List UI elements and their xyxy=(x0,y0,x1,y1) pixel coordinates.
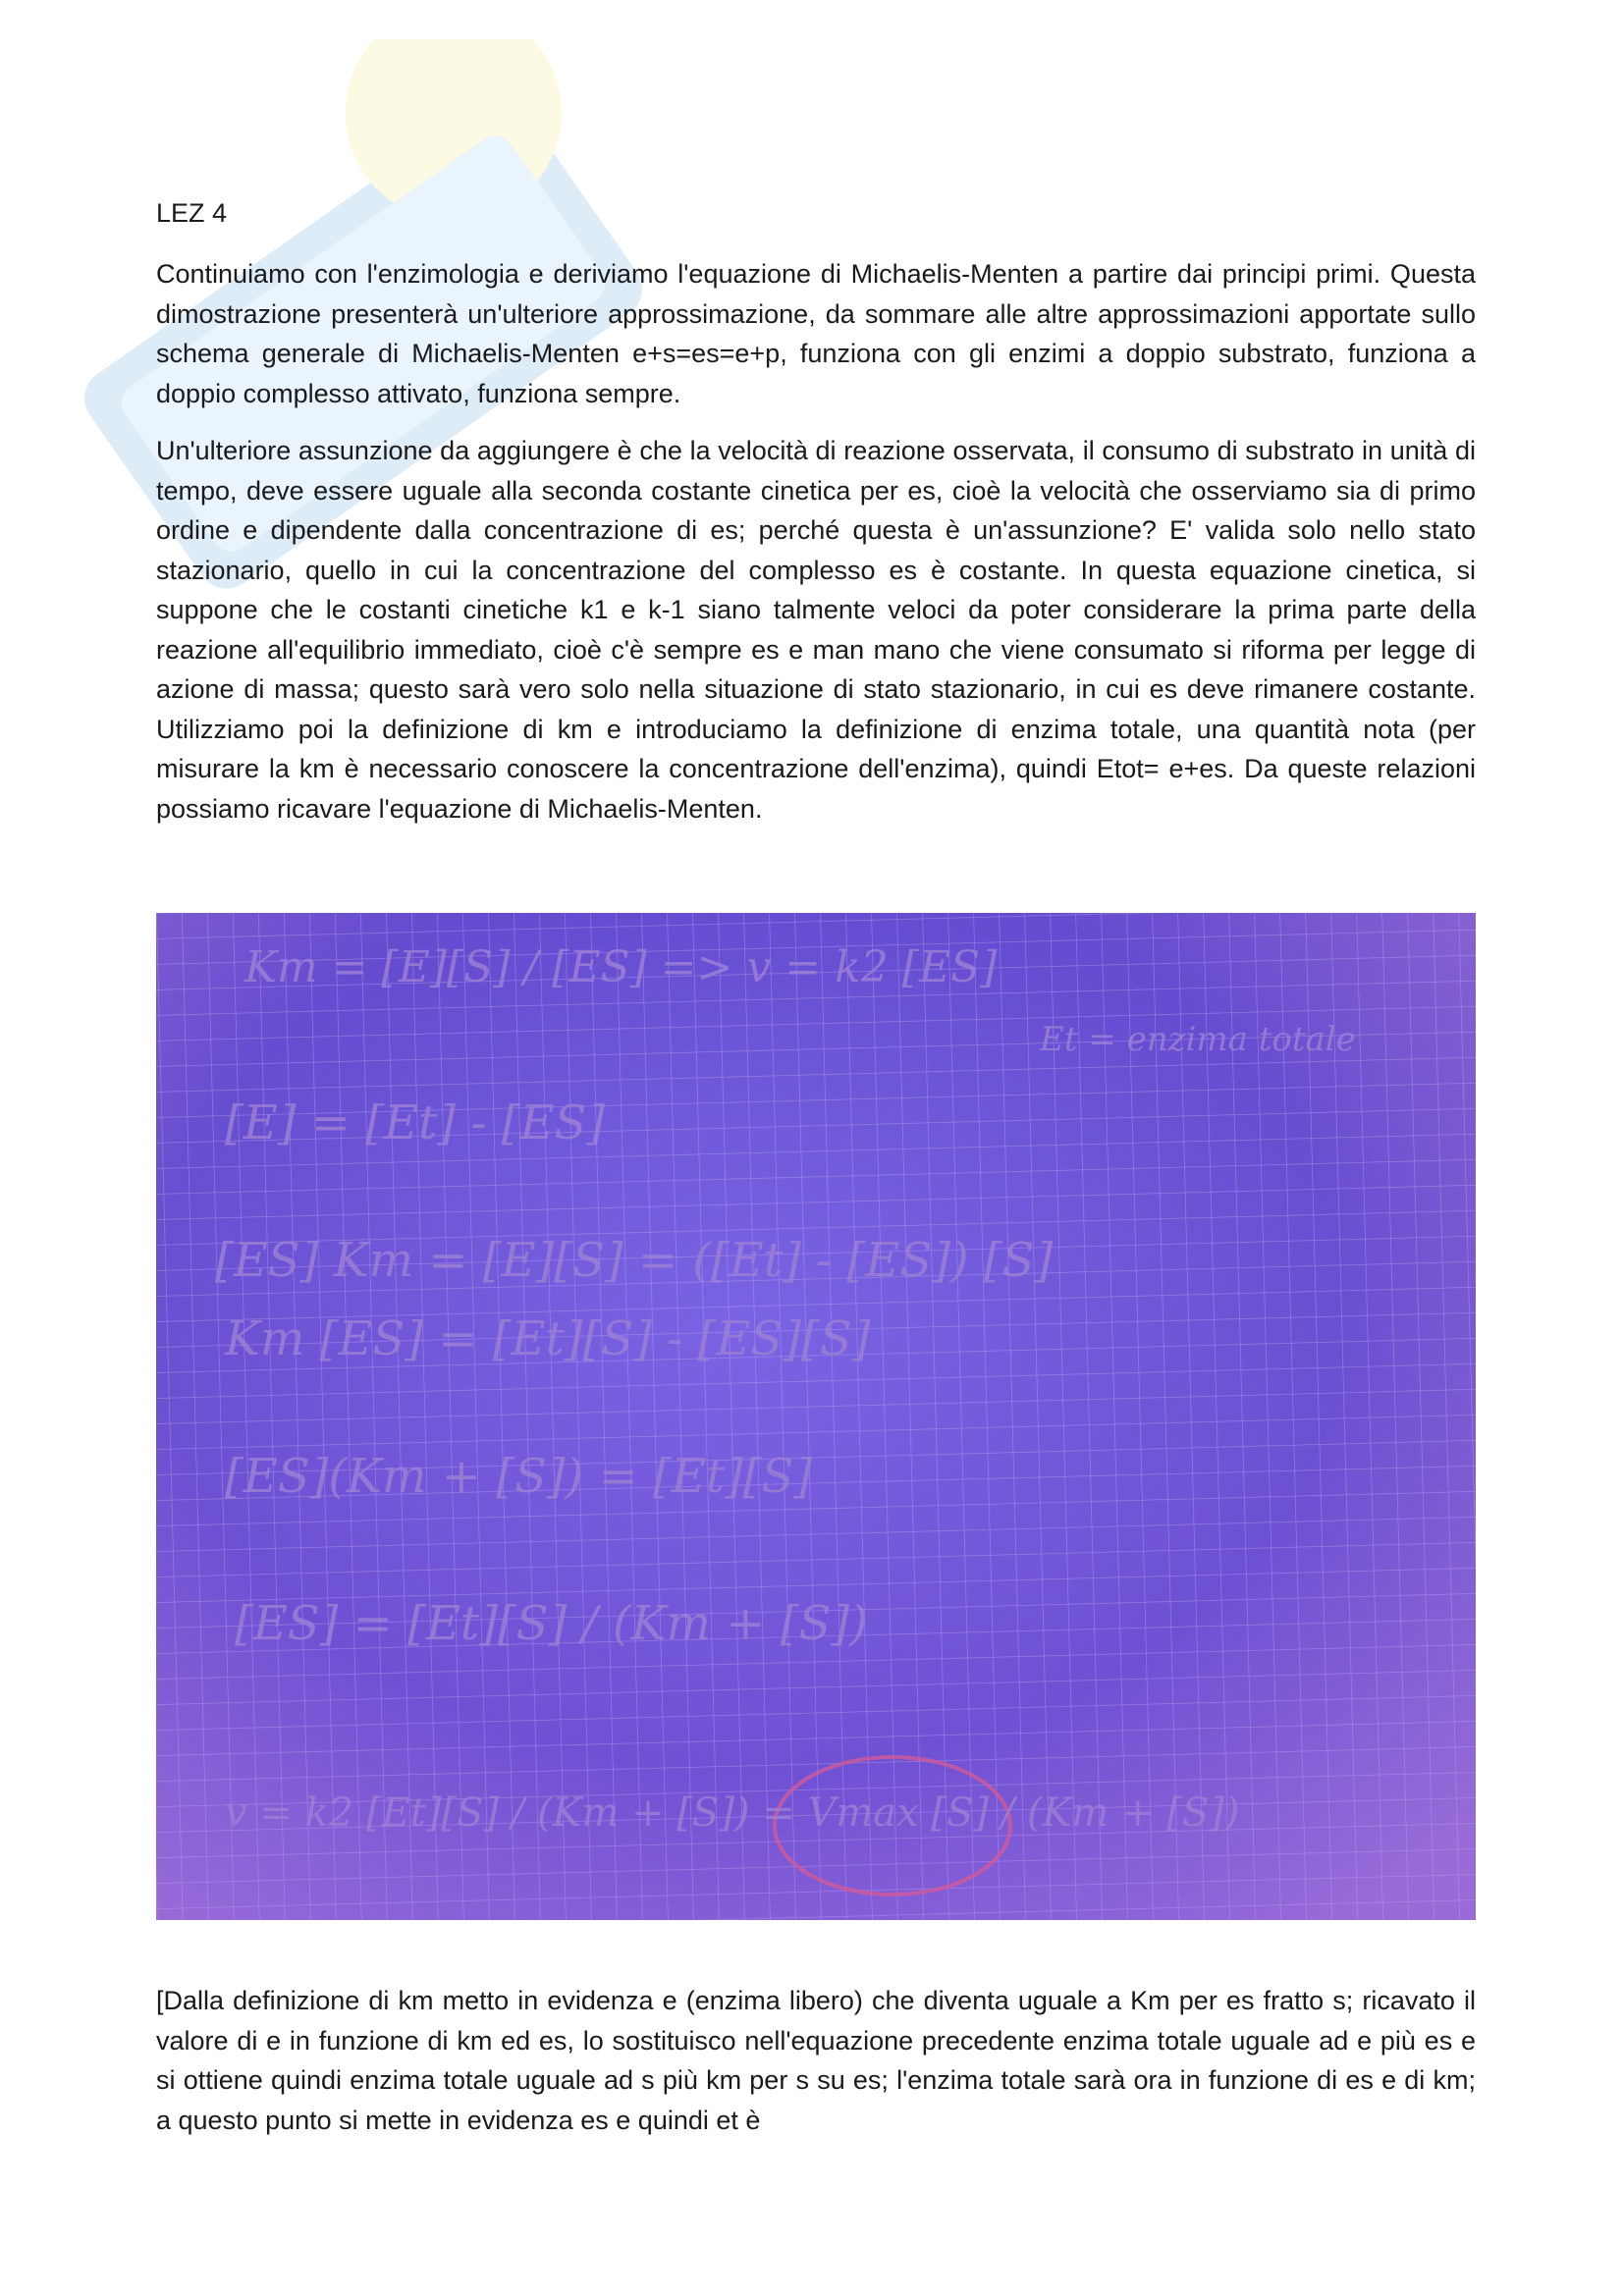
paragraph-derivation: [Dalla definizione di km metto in evidenza e (enzima libero) che diventa uguale a Km per es fratto s; ricavato il valore di e in funzione di km ed es, lo sostituisco nell'equazione precedente enzima totale uguale ad e più es e si ottiene quindi enzima totale uguale ad s più km per s su es; l'enzima totale sarà ora in funzione di es e di km; a questo punto si mette in evidenza es e quindi et è xyxy=(156,1986,1476,2135)
photo-line-1: Km = [E][S] / [ES] => v = k2 [ES] xyxy=(244,942,998,992)
lesson-heading: LEZ 4 xyxy=(156,198,228,228)
paragraph-intro: Continuiamo con l'enzimologia e deriviamo l'equazione di Michaelis-Menten a partire dai principi primi. Questa dimostrazione presenterà un'ulteriore approssimazione, da sommare alle altre approssimazioni apportate sullo schema generale di Michaelis-Menten e+s=es=e+p, funziona con gli enzimi a doppio substrato, funziona a doppio complesso attivato, funziona sempre. xyxy=(156,259,1476,408)
photo-line-2: Et = enzima totale xyxy=(1040,1020,1356,1059)
notes-photo-image xyxy=(156,913,1476,1920)
photo-line-3: [E] = [Et] - [ES] xyxy=(225,1095,606,1150)
photo-line-8: v = k2 [Et][S] / (Km + [S]) = Vmax [S] / (Km + [S]) xyxy=(225,1790,1240,1836)
photo-line-4: [ES] Km = [E][S] = ([Et] - [ES]) [S] xyxy=(215,1233,1054,1288)
document-body xyxy=(156,193,1476,846)
closing-section xyxy=(156,1981,1476,2158)
photo-line-6: [ES](Km + [S]) = [Et][S] xyxy=(225,1449,813,1504)
handwritten-notes-photo xyxy=(156,913,1476,1920)
photo-line-5: Km [ES] = [Et][S] - [ES][S] xyxy=(225,1311,871,1366)
paragraph-assumption: Un'ulteriore assunzione da aggiungere è che la velocità di reazione osservata, il consumo di substrato in unità di tempo, deve essere uguale alla seconda costante cinetica per es, cioè la velocità che osserviamo sia di primo ordine e dipendente dalla concentrazione di es; perché questa è un'assunzione? E' valida solo nello stato stazionario, quello in cui la concentrazione del complesso es è costante. In questa equazione cinetica, si suppone che le costanti cinetiche k1 e k-1 siano talmente veloci da poter considerare la prima parte della reazione all'equilibrio immediato, cioè c'è sempre es e man mano che viene consumato si riforma per legge di azione di massa; questo sarà vero solo nella situazione di stato stazionario, in cui es deve rimanere costante. Utilizziamo poi la definizione di km e introduciamo la definizione di enzima totale, una quantità nota (per misurare la km è necessario conoscere la concentrazione dell'enzima), quindi Etot= e+es. Da queste relazioni possiamo ricavare l'equazione di Michaelis-Menten. xyxy=(156,436,1476,824)
photo-line-7: [ES] = [Et][S] / (Km + [S]) xyxy=(235,1596,868,1651)
